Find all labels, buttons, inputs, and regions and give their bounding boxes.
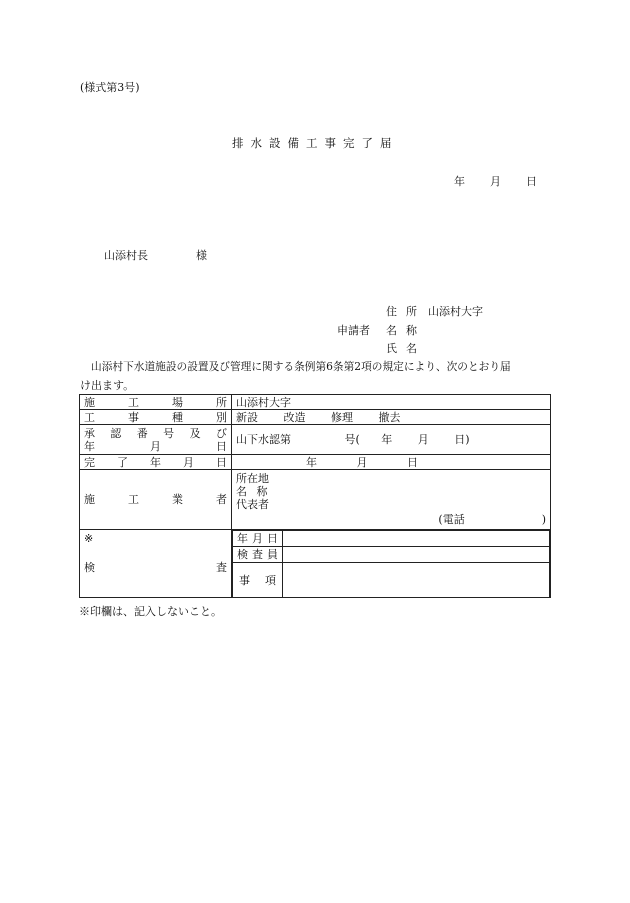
label-inspection: ※ 検 査 [80,530,232,598]
addressee-honorific: 様 [196,249,207,262]
inspection-matters-label: 事 項 [233,563,283,598]
submission-date-month-label: 月 [490,175,501,188]
inspection-details [232,530,551,598]
applicant-address-label-2: 所 [406,305,417,318]
row-completion-date [80,455,551,470]
applicant-name-label-2: 称 [406,324,417,337]
label-approval-number: 承 認 番 号 及 び 年 月 日 [80,425,232,455]
row-approval-number [80,425,551,455]
inspection-subtable [232,530,550,597]
submission-date-day-label: 日 [526,175,537,188]
inspection-date-value[interactable] [283,531,550,547]
option-new[interactable]: 新設 [236,410,258,424]
applicant-address-label-1: 住 [386,305,397,318]
contractor-location-label: 所在地 [236,472,269,485]
footnote: ※印欄は、記入しないこと。 [79,605,222,618]
applicant-name-label-1: 名 [386,324,397,337]
inspector-value[interactable] [283,547,550,563]
inspection-matters-value[interactable] [283,563,550,598]
inspector-row [233,547,550,563]
contractor-phone: (電話 ) [438,513,546,526]
completion-year-label: 年 [306,455,317,469]
document-title: 排水設備工事完了届 [232,136,399,150]
inspection-date-row [233,531,550,547]
approval-month-label: 月 [417,433,429,446]
option-removal[interactable]: 撤去 [378,410,401,424]
label-construction-type: 工 事 種 別 [80,410,232,425]
label-construction-site: 施 工 場 所 [80,395,232,410]
completion-date-field[interactable] [232,455,551,470]
form-number: (様式第3号) [80,81,140,94]
row-contractor [80,470,551,530]
inspector-label: 検 査 員 [233,547,283,563]
construction-site-value[interactable]: 山添村大字 [232,395,551,410]
body-text-line-2: け出ます。 [80,379,135,392]
approval-year-label: 年 [381,433,393,446]
inspection-mark: ※ [84,532,94,545]
body-text-line-1: 山添村下水道施設の設置及び管理に関する条例第6条第2項の規定により、次のとおり届 [91,360,511,373]
inspection-matters-row [233,563,550,598]
label-contractor: 施 工 業 者 [80,470,232,530]
label-completion-date: 完 了 年 月 日 [80,455,232,470]
contractor-details[interactable] [232,470,551,530]
approval-day-label: 日) [454,433,470,446]
addressee-name: 山添村長 [104,249,148,262]
row-inspection [80,530,551,598]
completion-month-label: 月 [356,455,368,469]
construction-type-options [232,410,551,425]
applicant-person-label-2: 名 [406,342,417,355]
row-construction-type [80,410,551,425]
completion-day-label: 日 [407,455,418,469]
approval-number-field[interactable] [232,425,551,455]
form-table [79,394,551,598]
inspection-date-label: 年 月 日 [233,531,283,547]
applicant-address-value: 山添村大字 [428,305,483,318]
option-repair[interactable]: 修理 [331,410,353,424]
submission-date-year-label: 年 [454,175,465,188]
approval-prefix: 山下水認第 [236,433,291,446]
contractor-representative-label: 代表者 [236,498,269,511]
applicant-label: 申請者 [337,324,370,337]
contractor-name-label: 名 称 [236,485,268,498]
approval-number-suffix: 号( [344,433,360,446]
applicant-person-label-1: 氏 [386,342,397,355]
option-remodel[interactable]: 改造 [283,410,306,424]
row-construction-site [80,395,551,410]
